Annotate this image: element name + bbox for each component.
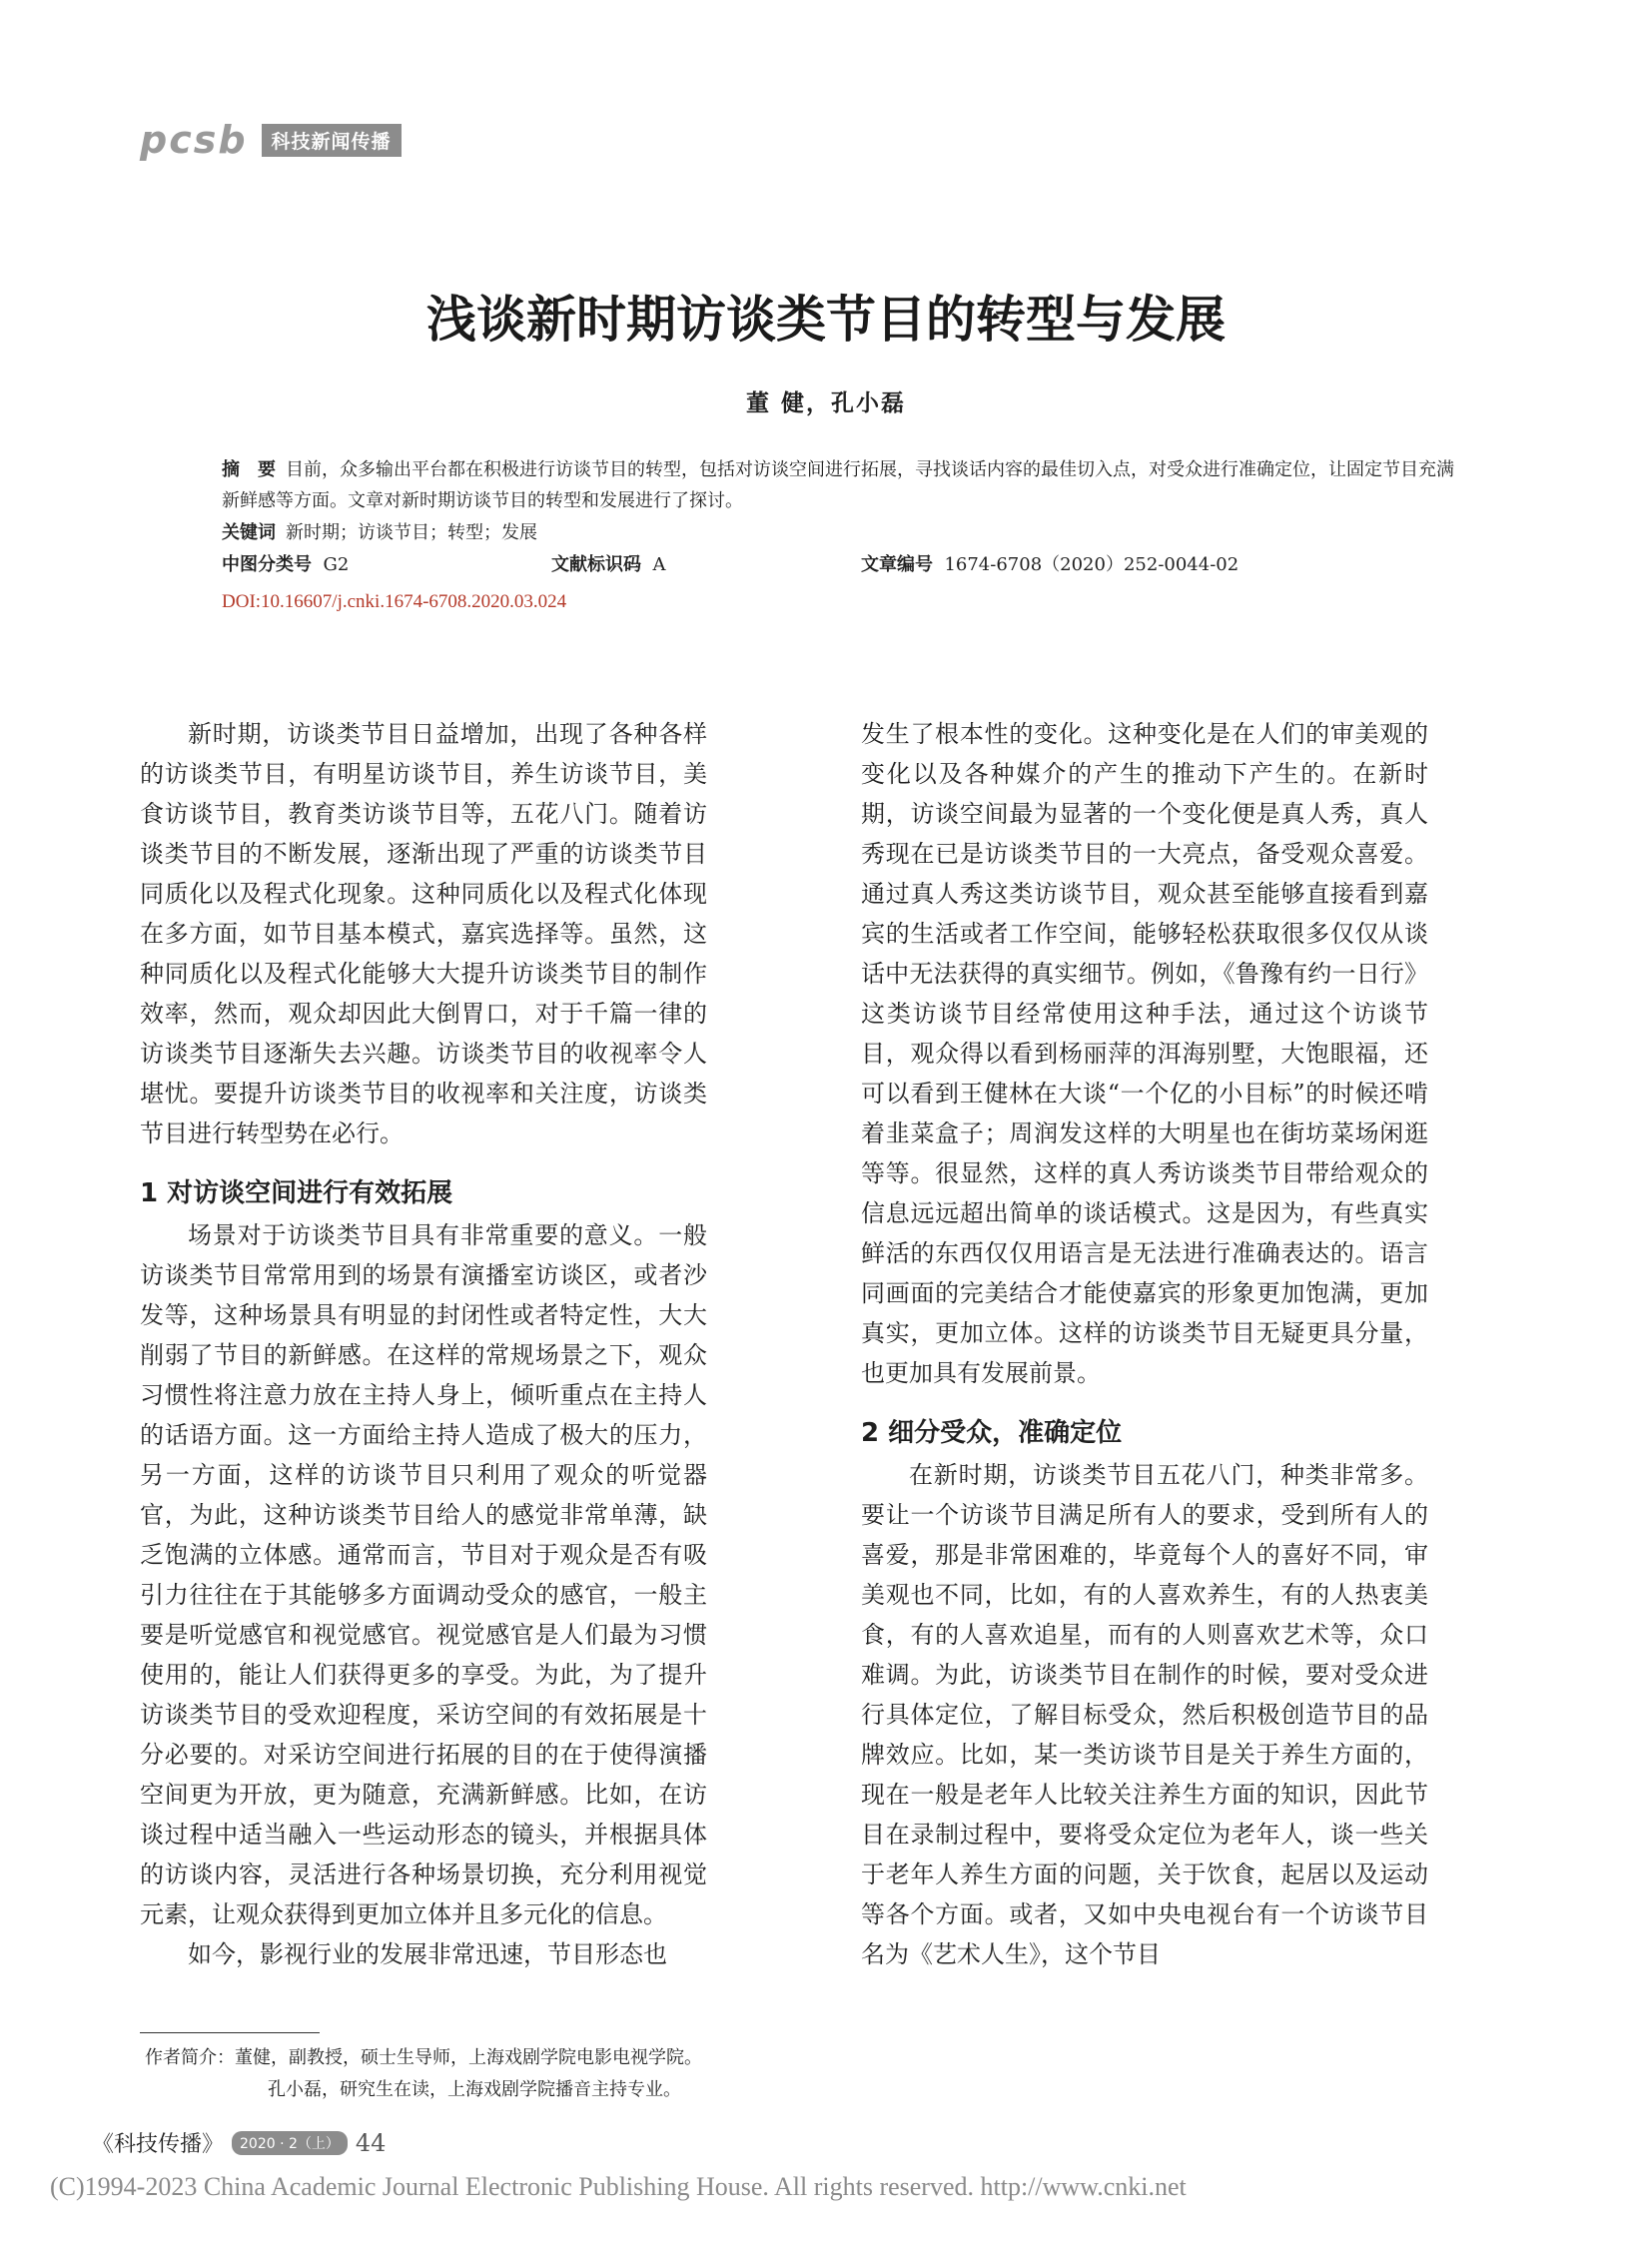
abstract-label: 摘 要: [222, 459, 276, 480]
issue-badge: 2020 · 2（上）: [232, 2131, 348, 2155]
author-note-1: 作者简介：董健，副教授，硕士生导师，上海戏剧学院电影电视学院。: [145, 2047, 702, 2068]
article-title: 浅谈新时期访谈类节目的转型与发展: [426, 291, 1226, 349]
keywords: [222, 517, 1470, 548]
doc-label: 文献标识码: [551, 554, 641, 575]
footnote-divider: [140, 2032, 320, 2033]
doi-link[interactable]: DOI:10.16607/j.cnki.1674-6708.2020.03.024: [222, 591, 567, 612]
abstract: [222, 454, 1470, 516]
doc-value: A: [652, 554, 666, 575]
body-paragraph: 场景对于访谈类节目具有非常重要的意义。一般访谈类节目常常用到的场景有演播室访谈区，或者沙发等，这种场景具有明显的封闭性或者特定性，大大削弱了节目的新鲜感。在这样的常规场景之下，观众习惯性将注意力放在主持人身上，倾听重点在主持人的话语方面。这一方面给主持人造成了极大的压力，另一方面，这样的访谈节目只利用了观众的听觉器官，为此，这种访谈类节目给人的感觉非常单薄，缺乏饱满的立体感。通常而言，节目对于观众是否有吸引力往往在于其能够多方面调动受众的感官，一般主要是听觉感官和视觉感官。视觉感官是人们最为习惯使用的，能让人们获得更多的享受。为此，为了提升访谈类节目的受欢迎程度，采访空间的有效拓展是十分必要的。对采访空间进行拓展的目的在于使得演播空间更为开放，更为随意，充满新鲜感。比如，在访谈过程中适当融入一些运动形态的镜头，并根据具体的访谈内容，灵活进行各种场景切换，充分利用视觉元素，让观众获得到更加立体并且多元化的信息。: [140, 1221, 707, 1928]
article-number-value: 1674-6708（2020）252-0044-02: [944, 554, 1239, 575]
clc-value: G2: [323, 554, 350, 575]
article-authors: 董 健，孔小磊: [745, 390, 906, 416]
copyright-notice: (C)1994-2023 China Academic Journal Electronic Publishing House. All rights reserved. http://www.cnki.net: [50, 2172, 1187, 2201]
journal-name: 《科技传播》: [92, 2132, 225, 2157]
left-column: [140, 714, 707, 1974]
body-paragraph: 如今，影视行业的发展非常迅速，节目形态也: [188, 1940, 667, 1968]
abstract-text: 目前，众多输出平台都在积极进行访谈节目的转型，包括对访谈空间进行拓展，寻找谈话内容的最佳切入点，对受众进行准确定位，让固定节目充满新鲜感等方面。文章对新时期访谈节目的转型和发展进行了探讨。: [222, 459, 1454, 511]
article-number-label: 文章编号: [861, 554, 933, 575]
section-tag: 科技新闻传播: [262, 124, 402, 157]
body-paragraph: 在新时期，访谈类节目五花八门，种类非常多。要让一个访谈节目满足所有人的要求，受到所有人的喜爱，那是非常困难的，毕竟每个人的喜好不同，审美观也不同，比如，有的人喜欢养生，有的人热衷美食，有的人喜欢追星，而有的人则喜欢艺术等，众口难调。为此，访谈类节目在制作的时候，要对受众进行具体定位，了解目标受众，然后积极创造节目的品牌效应。比如，某一类访谈节目是关于养生方面的，现在一般是老年人比较关注养生方面的知识，因此节目在录制过程中，要将受众定位为老年人，谈一些关于老年人养生方面的问题，关于饮食，起居以及运动等各个方面。或者，又如中央电视台有一个访谈节目名为《艺术人生》，这个节目: [861, 1461, 1428, 1968]
journal-logo: pcsb: [140, 118, 248, 162]
page-number: 44: [355, 2128, 387, 2157]
section-heading-1: 1 对访谈空间进行有效拓展: [140, 1178, 453, 1208]
page-footer: [92, 2127, 386, 2158]
body-paragraph: 新时期，访谈类节目日益增加，出现了各种各样的访谈类节目，有明星访谈节目，养生访谈节目，美食访谈节目，教育类访谈节目等，五花八门。随着访谈类节目的不断发展，逐渐出现了严重的访谈类节目同质化以及程式化现象。这种同质化以及程式化体现在多方面，如节目基本模式，嘉宾选择等。虽然，这种同质化以及程式化能够大大提升访谈类节目的制作效率，然而，观众却因此大倒胃口，对于千篇一律的访谈类节目逐渐失去兴趣。访谈类节目的收视率令人堪忧。要提升访谈类节目的收视率和关注度，访谈类节目进行转型势在必行。: [140, 720, 707, 1147]
body-paragraph: 发生了根本性的变化。这种变化是在人们的审美观的变化以及各种媒介的产生的推动下产生的。在新时期，访谈空间最为显著的一个变化便是真人秀，真人秀现在已是访谈类节目的一大亮点，备受观众喜爱。通过真人秀这类访谈节目，观众甚至能够直接看到嘉宾的生活或者工作空间，能够轻松获取很多仅仅从谈话中无法获得的真实细节。例如，《鲁豫有约一日行》这类访谈节目经常使用这种手法，通过这个访谈节目，观众得以看到杨丽萍的洱海别墅，大饱眼福，还可以看到王健林在大谈“一个亿的小目标”的时候还啃着韭菜盒子；周润发这样的大明星也在街坊菜场闲逛等等。很显然，这样的真人秀访谈类节目带给观众的信息远远超出简单的谈话模式。这是因为，有些真实鲜活的东西仅仅用语言是无法进行准确表达的。语言同画面的完美结合才能使嘉宾的形象更加饱满，更加真实，更加立体。这样的访谈类节目无疑更具分量，也更加具有发展前景。: [861, 720, 1428, 1387]
keywords-text: 新时期；访谈节目；转型；发展: [286, 522, 537, 543]
clc-label: 中图分类号: [222, 554, 312, 575]
page-header: [140, 120, 402, 160]
author-note-2: 孔小磊，研究生在读，上海戏剧学院播音主持专业。: [268, 2079, 681, 2100]
section-heading-2: 2 细分受众，准确定位: [861, 1418, 1123, 1448]
right-column: [861, 714, 1428, 1974]
keywords-label: 关键词: [222, 522, 276, 543]
